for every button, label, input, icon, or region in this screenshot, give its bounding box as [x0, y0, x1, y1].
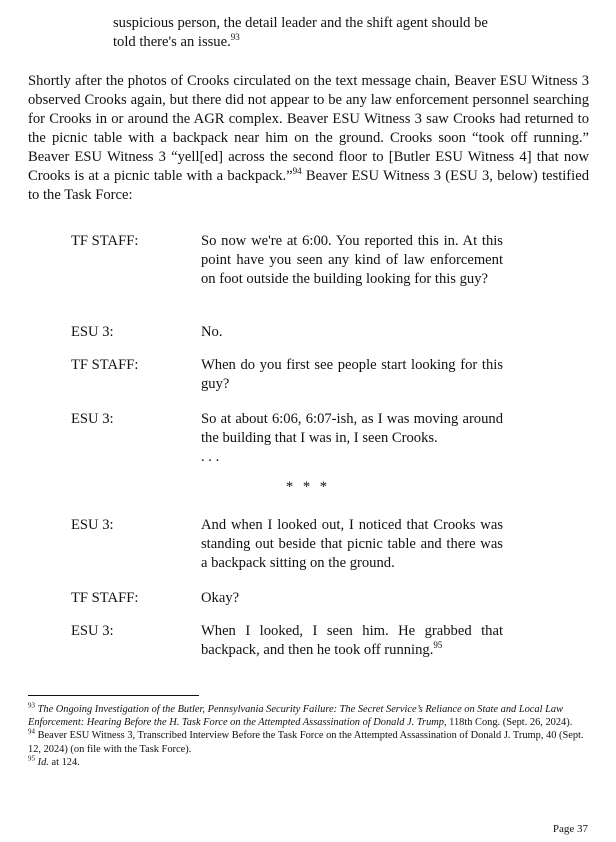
section-separator: * * *	[285, 479, 331, 495]
footnote-text: Beaver ESU Witness 3, Transcribed Interview Before the Task Force on the Attempted Assassination of Donald J. Trump, 40 (Sept. 12, 2024) (on file with the Task Force).	[28, 730, 584, 755]
block-quote-continuation	[113, 14, 513, 52]
footnote-95	[28, 756, 590, 769]
footnote-text: at 124.	[48, 756, 80, 768]
quote-text: suspicious person, the detail leader and the shift agent should be told there's an issue.	[113, 15, 488, 50]
speech-text: So at about 6:06, 6:07-ish, as I was moving around the building that I was in, I seen Crooks.	[201, 411, 503, 446]
speaker-label: ESU 3:	[71, 517, 114, 533]
footnote-94	[28, 729, 590, 755]
speaker-label: TF STAFF:	[71, 357, 139, 373]
speech-text: Okay?	[201, 590, 240, 606]
speech-text: When do you first see people start looking for this guy?	[201, 357, 503, 392]
speaker-label: TF STAFF:	[71, 233, 139, 249]
speech-text-with-footnote	[201, 622, 503, 660]
paragraph-text-part2: Beaver ESU Witness 3 (ESU 3, below) testified to the Task Force:	[28, 168, 589, 203]
footnote-italic-title: The Ongoing Investigation of the Butler, Pennsylvania Security Failure: The Secret Service’s Reliance on State and Local Law Enforcement: Hearing Before the H. Task Force on the Attempted Assassination of Donald J. Trump	[28, 704, 563, 729]
footnote-text: , 118th Cong. (Sept. 26, 2024).	[443, 717, 573, 729]
speaker-label: ESU 3:	[71, 623, 114, 639]
footnote-ref-93: 93	[230, 32, 240, 43]
footnote-italic-id: Id.	[37, 756, 49, 768]
speaker-label: ESU 3:	[71, 324, 114, 340]
ellipsis-text: . . .	[201, 449, 220, 465]
paragraph-text-part1: Shortly after the photos of Crooks circulated on the text message chain, Beaver ESU Witness 3 observed Crooks again, but there did not appear to be any law enforcement personnel searching for Crooks in or around the AGR complex. Beaver ESU Witness 3 saw Crooks had returned to the picnic table with a backpack near him on the ground. Crooks soon “took off running.” Beaver ESU Witness 3 “yell[ed] across the second floor to [Butler ESU Witness 4] that now Crooks is at a picnic table with a backpack.”	[28, 73, 589, 184]
footnote-93	[28, 703, 590, 729]
speech-text: And when I looked out, I noticed that Crooks was standing out beside that picnic table and there was a backpack sitting on the ground.	[201, 517, 503, 571]
footnotes	[28, 703, 590, 769]
footnote-number: 93	[28, 701, 35, 710]
page-number: Page 37	[552, 823, 588, 835]
speaker-label: ESU 3:	[71, 411, 114, 427]
speech-text: No.	[201, 324, 223, 340]
footnote-ref-95: 95	[433, 640, 443, 651]
footnote-number: 95	[28, 754, 35, 763]
footnote-divider	[28, 695, 199, 696]
body-paragraph	[28, 72, 589, 205]
footnote-number: 94	[28, 727, 35, 736]
speaker-label: TF STAFF:	[71, 590, 139, 606]
speech-text: When I looked, I seen him. He grabbed that backpack, and then he took off running.	[201, 623, 503, 658]
speech-text: So now we're at 6:00. You reported this in. At this point have you seen any kind of law enforcement on foot outside the building looking for this guy?	[201, 233, 503, 287]
footnote-ref-94: 94	[292, 166, 302, 177]
